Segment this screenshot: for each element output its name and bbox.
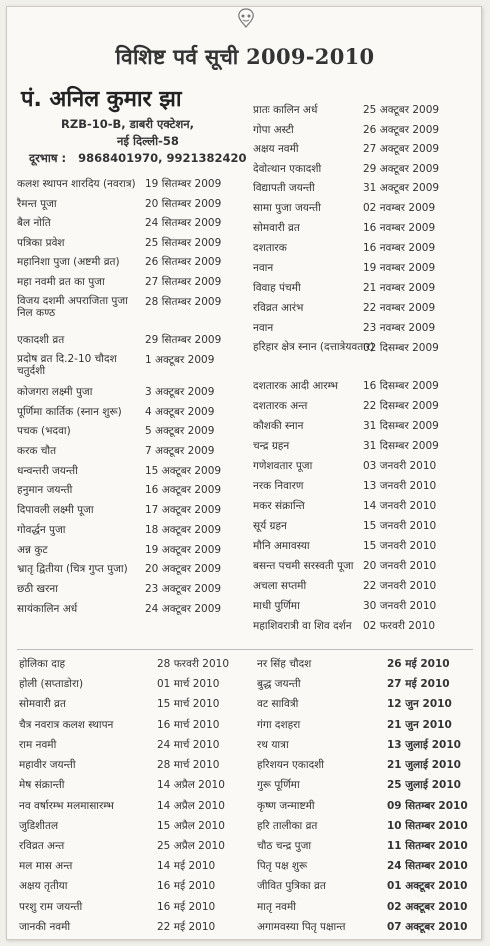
festival-name: रथ यात्रा — [257, 739, 289, 751]
festival-date: 24 सितम्बर 2009 — [145, 217, 222, 229]
festival-date: 01 मार्च 2010 — [157, 678, 220, 690]
festival-name: माधी पुर्णिमा — [253, 600, 300, 612]
festival-name: पितृ पक्ष शुरू — [257, 860, 308, 872]
festival-name: नरक निवारण — [253, 480, 304, 492]
festival-date: 20 सितम्बर 2009 — [145, 198, 222, 210]
festival-name: चन्द्र ग्रहन — [253, 440, 290, 452]
festival-date: 19 नवम्बर 2009 — [363, 262, 436, 274]
festival-name: रविव्रत अन्त — [19, 840, 65, 852]
festival-date: 26 मई 2010 — [387, 658, 450, 670]
festival-date: 20 अक्टूबर 2009 — [145, 563, 222, 575]
festival-name: अक्षय तृतीया — [19, 880, 68, 892]
festival-name: हनुमान जयन्ती — [17, 484, 73, 496]
festival-name: जानकी नवमी — [19, 921, 71, 933]
festival-date: 16 नवम्बर 2009 — [363, 242, 436, 254]
festival-date: 24 अक्टूबर 2009 — [145, 603, 222, 615]
festival-date: 15 जनवरी 2010 — [363, 520, 437, 532]
festival-date: 22 नवम्बर 2009 — [363, 302, 436, 314]
festival-date: 23 अक्टूबर 2009 — [145, 583, 222, 595]
festival-name: होलिका दाह — [19, 658, 66, 670]
ornament-icon — [233, 7, 259, 29]
festival-date: 29 सितम्बर 2009 — [145, 334, 222, 346]
festival-name: गंगा दशहरा — [257, 719, 301, 731]
festival-date: 25 सितम्बर 2009 — [145, 237, 222, 249]
address-line-2: नई दिल्ली-58 — [117, 134, 179, 148]
festival-date: 26 अक्टूबर 2009 — [363, 124, 440, 136]
festival-date: 16 मई 2010 — [157, 880, 216, 892]
festival-date: 7 अक्टूबर 2009 — [145, 445, 215, 457]
festival-name: सोमवारी व्रत — [253, 222, 300, 234]
festival-date: 27 अक्टूबर 2009 — [363, 143, 440, 155]
festival-name: अगामवस्या पितृ पक्षान्त — [257, 921, 346, 933]
festival-date: 1 अक्टूबर 2009 — [145, 354, 215, 366]
festival-name: दशतारक आदी आरम्भ — [253, 380, 339, 392]
festival-date: 21 जुलाई 2010 — [387, 759, 461, 771]
festival-name: प्रदोष व्रत दि.2-10 चौदश चतुर्दशी — [17, 353, 117, 377]
festival-name: अन्न कुट — [17, 544, 48, 556]
festival-name: चैत्र नवरात्र कलश स्थापन — [19, 719, 114, 731]
festival-date: 21 जुन 2010 — [387, 719, 452, 731]
festival-date: 15 अक्टूबर 2009 — [145, 465, 222, 477]
festival-date: 5 अक्टूबर 2009 — [145, 425, 215, 437]
festival-name: पत्रिका प्रवेश — [17, 237, 65, 249]
festival-date: 22 मई 2010 — [157, 921, 216, 933]
festival-name: जीवित पुत्रिका व्रत — [257, 880, 326, 892]
festival-name: गुरू पूर्णिमा — [257, 779, 300, 791]
festival-date: 16 मई 2010 — [157, 901, 216, 913]
festival-date: 15 मार्च 2010 — [157, 698, 220, 710]
festival-column-3 — [19, 657, 245, 937]
festival-name: कृष्ण जन्माष्टमी — [257, 800, 315, 812]
festival-date: 25 अक्टूबर 2009 — [363, 104, 440, 116]
festival-date: 02 अक्टूबर 2010 — [387, 901, 468, 913]
festival-name: हरिहार क्षेत्र स्नान (दत्तात्रेयवतार) — [253, 341, 375, 353]
festival-date: 30 जनवरी 2010 — [363, 600, 437, 612]
festival-name: कोजगरा लक्ष्मी पुजा — [17, 386, 93, 398]
festival-list-page — [6, 6, 482, 940]
festival-name: गोवर्द्धन पुजा — [17, 524, 66, 536]
festival-name: सामा पुजा जयन्ती — [253, 202, 321, 214]
festival-date: 07 अक्टूबर 2010 — [387, 921, 468, 933]
festival-date: 14 अप्रैल 2010 — [157, 800, 225, 812]
festival-name: देवोत्थान एकादशी — [253, 163, 322, 175]
festival-name: गणेशवतार पूजा — [253, 460, 313, 472]
festival-name: सायंकालिन अर्ध — [17, 603, 78, 615]
festival-name: नव वर्षारम्भ मलमासारम्भ — [19, 800, 114, 812]
festival-name: महानिशा पुजा (अष्टमी व्रत) — [17, 256, 120, 268]
festival-date: 23 नवम्बर 2009 — [363, 322, 436, 334]
festival-name: कलश स्थापन शारदिय (नवरात्र) — [17, 178, 136, 190]
festival-column-4 — [257, 657, 479, 937]
phone-label: दूरभाष : — [29, 151, 67, 165]
festival-name: विद्यापती जयन्ती — [253, 182, 315, 194]
festival-name: मौनि अमावस्या — [253, 540, 310, 552]
festival-date: 19 अक्टूबर 2009 — [145, 544, 222, 556]
festival-date: 28 फरवरी 2010 — [157, 658, 229, 670]
festival-name: अचला सप्तमी — [253, 580, 307, 592]
festival-date: 09 सितम्बर 2010 — [387, 800, 468, 812]
festival-date: 13 जनवरी 2010 — [363, 480, 437, 492]
festival-name: विवाह पंचमी — [253, 282, 301, 294]
festival-name: पचक (भदवा) — [17, 425, 71, 437]
festival-name: होली (सप्ताडोरा) — [19, 678, 84, 690]
festival-name: मल मास अन्त — [19, 860, 73, 872]
festival-date: 20 जनवरी 2010 — [363, 560, 437, 572]
festival-date: 16 नवम्बर 2009 — [363, 222, 436, 234]
festival-name: जुडिशीतल — [19, 820, 59, 832]
author-name: पं. अनिल कुमार झा — [21, 87, 182, 112]
festival-name: धन्वन्तरी जयन्ती — [17, 465, 78, 477]
festival-date: 31 दिसम्बर 2009 — [363, 440, 439, 452]
festival-name: वट सावित्री — [257, 698, 299, 710]
address-line-1: RZB-10-B, डाबरी एक्टेशन, — [61, 117, 195, 131]
phone-numbers: 9868401970, 9921382420 — [78, 151, 247, 165]
festival-date: 14 मई 2010 — [157, 860, 216, 872]
festival-date: 03 जनवरी 2010 — [363, 460, 437, 472]
festival-date: 28 सितम्बर 2009 — [145, 296, 222, 308]
festival-date: 01 अक्टूबर 2010 — [387, 880, 468, 892]
festival-name: अक्षय नवमी — [253, 143, 299, 155]
festival-date: 15 जनवरी 2010 — [363, 540, 437, 552]
festival-column-2 — [253, 97, 479, 645]
festival-name: परशु राम जयन्ती — [19, 901, 83, 913]
page-title: विशिष्ट पर्व सूची 2009-2010 — [115, 44, 375, 69]
festival-date: 02 फरवरी 2010 — [363, 620, 435, 632]
festival-name: प्रातः कालिन अर्ध — [253, 104, 318, 116]
festival-date: 16 मार्च 2010 — [157, 719, 220, 731]
festival-column-1 — [17, 171, 249, 641]
festival-date: 25 अप्रैल 2010 — [157, 840, 225, 852]
festival-name: हरि तालीका व्रत — [257, 820, 318, 832]
festival-name: नवान — [253, 322, 274, 334]
phone-line — [29, 151, 247, 166]
festival-name: कौशकी स्नान — [253, 420, 304, 432]
festival-name: चौठ चन्द्र पुजा — [257, 840, 312, 852]
festival-name: सूर्य ग्रहन — [253, 520, 287, 532]
festival-date: 16 दिसम्बर 2009 — [363, 380, 439, 392]
festival-date: 31 अक्टूबर 2009 — [363, 182, 440, 194]
festival-date: 22 दिसम्बर 2009 — [363, 400, 439, 412]
festival-date: 29 अक्टूबर 2009 — [363, 163, 440, 175]
festival-name: मकर संक्रान्ति — [253, 500, 305, 512]
festival-name: नर सिंह चौदश — [257, 658, 312, 670]
festival-name: छठी खरना — [17, 583, 58, 595]
festival-name: हरिशयन एकादशी — [257, 759, 325, 771]
festival-date: 10 सितम्बर 2010 — [387, 820, 468, 832]
festival-date: 14 अप्रैल 2010 — [157, 779, 225, 791]
festival-date: 26 सितम्बर 2009 — [145, 256, 222, 268]
festival-date: 22 जनवरी 2010 — [363, 580, 437, 592]
festival-date: 02 दिसम्बर 2009 — [363, 342, 439, 354]
festival-name: विजय दशमी अपराजिता पुजा निल कण्ठ — [17, 295, 128, 319]
festival-name: दशतारक अन्त — [253, 400, 308, 412]
festival-name: बसन्त पचमी सरस्वती पूजा — [253, 560, 354, 572]
festival-date: 11 सितम्बर 2010 — [387, 840, 468, 852]
festival-name: रैमन्त पूजा — [17, 198, 57, 210]
festival-date: 17 अक्टूबर 2009 — [145, 504, 222, 516]
festival-name: सोमवारी व्रत — [19, 698, 66, 710]
festival-date: 27 सितम्बर 2009 — [145, 276, 222, 288]
festival-date: 19 सितम्बर 2009 — [145, 178, 222, 190]
festival-date: 31 दिसम्बर 2009 — [363, 420, 439, 432]
festival-date: 25 जुलाई 2010 — [387, 779, 461, 791]
festival-name: पूर्णिमा कार्तिक (स्नान शुरू) — [17, 406, 122, 418]
festival-name: बुद्ध जयन्ती — [257, 678, 301, 690]
festival-name: बैल नोति — [17, 217, 51, 229]
festival-name: नवान — [253, 262, 274, 274]
festival-date: 16 अक्टूबर 2009 — [145, 484, 222, 496]
festival-date: 15 अप्रैल 2010 — [157, 820, 225, 832]
festival-name: महावीर जयन्ती — [19, 759, 76, 771]
festival-name: भ्रातृ द्वितीया (चित्र गुप्त पुजा) — [17, 563, 128, 575]
festival-name: मातृ नवमी — [257, 901, 296, 913]
festival-date: 3 अक्टूबर 2009 — [145, 386, 215, 398]
festival-name: गोपा अस्टी — [253, 124, 294, 136]
festival-date: 24 सितम्बर 2010 — [387, 860, 468, 872]
festival-date: 28 मार्च 2010 — [157, 759, 220, 771]
festival-name: एकादशी व्रत — [17, 334, 65, 346]
section-divider — [17, 649, 473, 650]
festival-date: 02 नवम्बर 2009 — [363, 202, 436, 214]
festival-name: राम नवमी — [19, 739, 57, 751]
festival-name: करक चौत — [17, 445, 57, 457]
festival-date: 12 जुन 2010 — [387, 698, 452, 710]
festival-date: 18 अक्टूबर 2009 — [145, 524, 222, 536]
festival-date: 21 नवम्बर 2009 — [363, 282, 436, 294]
festival-name: महा नवमी व्रत का पुजा — [17, 276, 105, 288]
festival-name: महाशिवरात्री वा शिव दर्शन — [253, 620, 352, 632]
festival-name: रविव्रत आरंभ — [253, 302, 304, 314]
festival-date: 27 मई 2010 — [387, 678, 450, 690]
festival-date: 13 जुलाई 2010 — [387, 739, 461, 751]
festival-name: दशतारक — [253, 242, 287, 254]
festival-name: मेष संक्रान्ती — [19, 779, 65, 791]
festival-date: 24 मार्च 2010 — [157, 739, 220, 751]
festival-name: दिपावली लक्ष्मी पूजा — [17, 504, 94, 516]
festival-date: 14 जनवरी 2010 — [363, 500, 437, 512]
festival-date: 4 अक्टूबर 2009 — [145, 406, 215, 418]
